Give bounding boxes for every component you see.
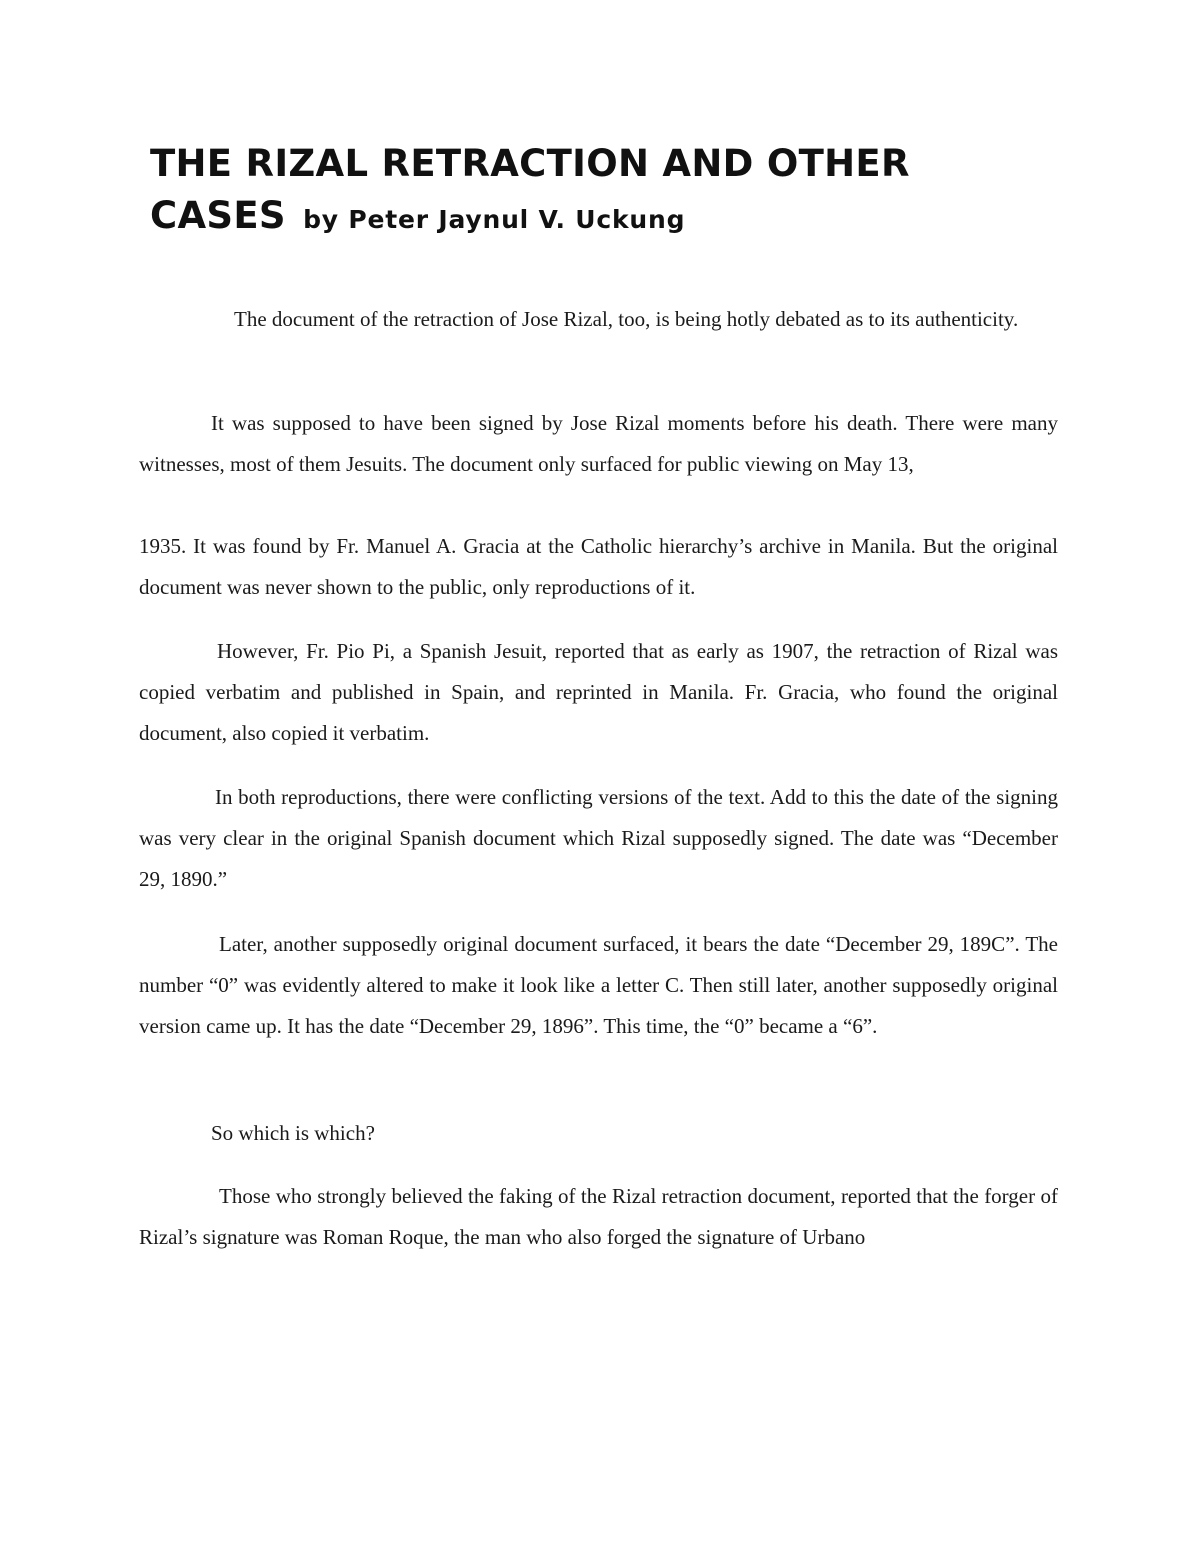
paragraph-6-text: Later, another supposedly original document surfaced, it bears the date “December 29, 189C”. The number “0” was evidently altered to make it look like a letter C. Then still later, another supposedly original version came up. It has the date “December 29, 1896”. This time, the “0” became a “6”. (139, 932, 1058, 1038)
paragraph-3 (139, 526, 1058, 608)
paragraph-4-text: However, Fr. Pio Pi, a Spanish Jesuit, reported that as early as 1907, the retraction of Rizal was copied verbatim and published in Spain, and reprinted in Manila. Fr. Gracia, who found the original document, also copied it verbatim. (139, 639, 1058, 745)
paragraph-3-text: 1935. It was found by Fr. Manuel A. Gracia at the Catholic hierarchy’s archive in Manila. But the original document was never shown to the public, only reproductions of it. (139, 534, 1058, 599)
author-byline: by Peter Jaynul V. Uckung (303, 205, 686, 234)
paragraph-5 (139, 777, 1058, 900)
paragraph-2 (139, 403, 1058, 485)
paragraph-7 (139, 1113, 1058, 1154)
paragraph-6 (139, 924, 1058, 1047)
document-title (150, 138, 1070, 246)
paragraph-1 (139, 299, 1058, 340)
paragraph-8 (139, 1176, 1058, 1258)
paragraph-4 (139, 631, 1058, 754)
title-line-2-text: CASES (150, 194, 286, 237)
title-line-2 (150, 190, 1070, 246)
paragraph-1-text: The document of the retraction of Jose Rizal, too, is being hotly debated as to its authenticity. (234, 307, 1019, 331)
paragraph-2-text: It was supposed to have been signed by Jose Rizal moments before his death. There were many witnesses, most of them Jesuits. The document only surfaced for public viewing on May 13, (139, 411, 1058, 476)
title-line-1: THE RIZAL RETRACTION AND OTHER (150, 142, 910, 185)
paragraph-8-text: Those who strongly believed the faking of the Rizal retraction document, reported that the forger of Rizal’s signature was Roman Roque, the man who also forged the signature of Urbano (139, 1184, 1058, 1249)
paragraph-7-text: So which is which? (211, 1121, 375, 1145)
paragraph-5-text: In both reproductions, there were conflicting versions of the text. Add to this the date of the signing was very clear in the original Spanish document which Rizal supposedly signed. The date was “December 29, 1890.” (139, 785, 1058, 891)
